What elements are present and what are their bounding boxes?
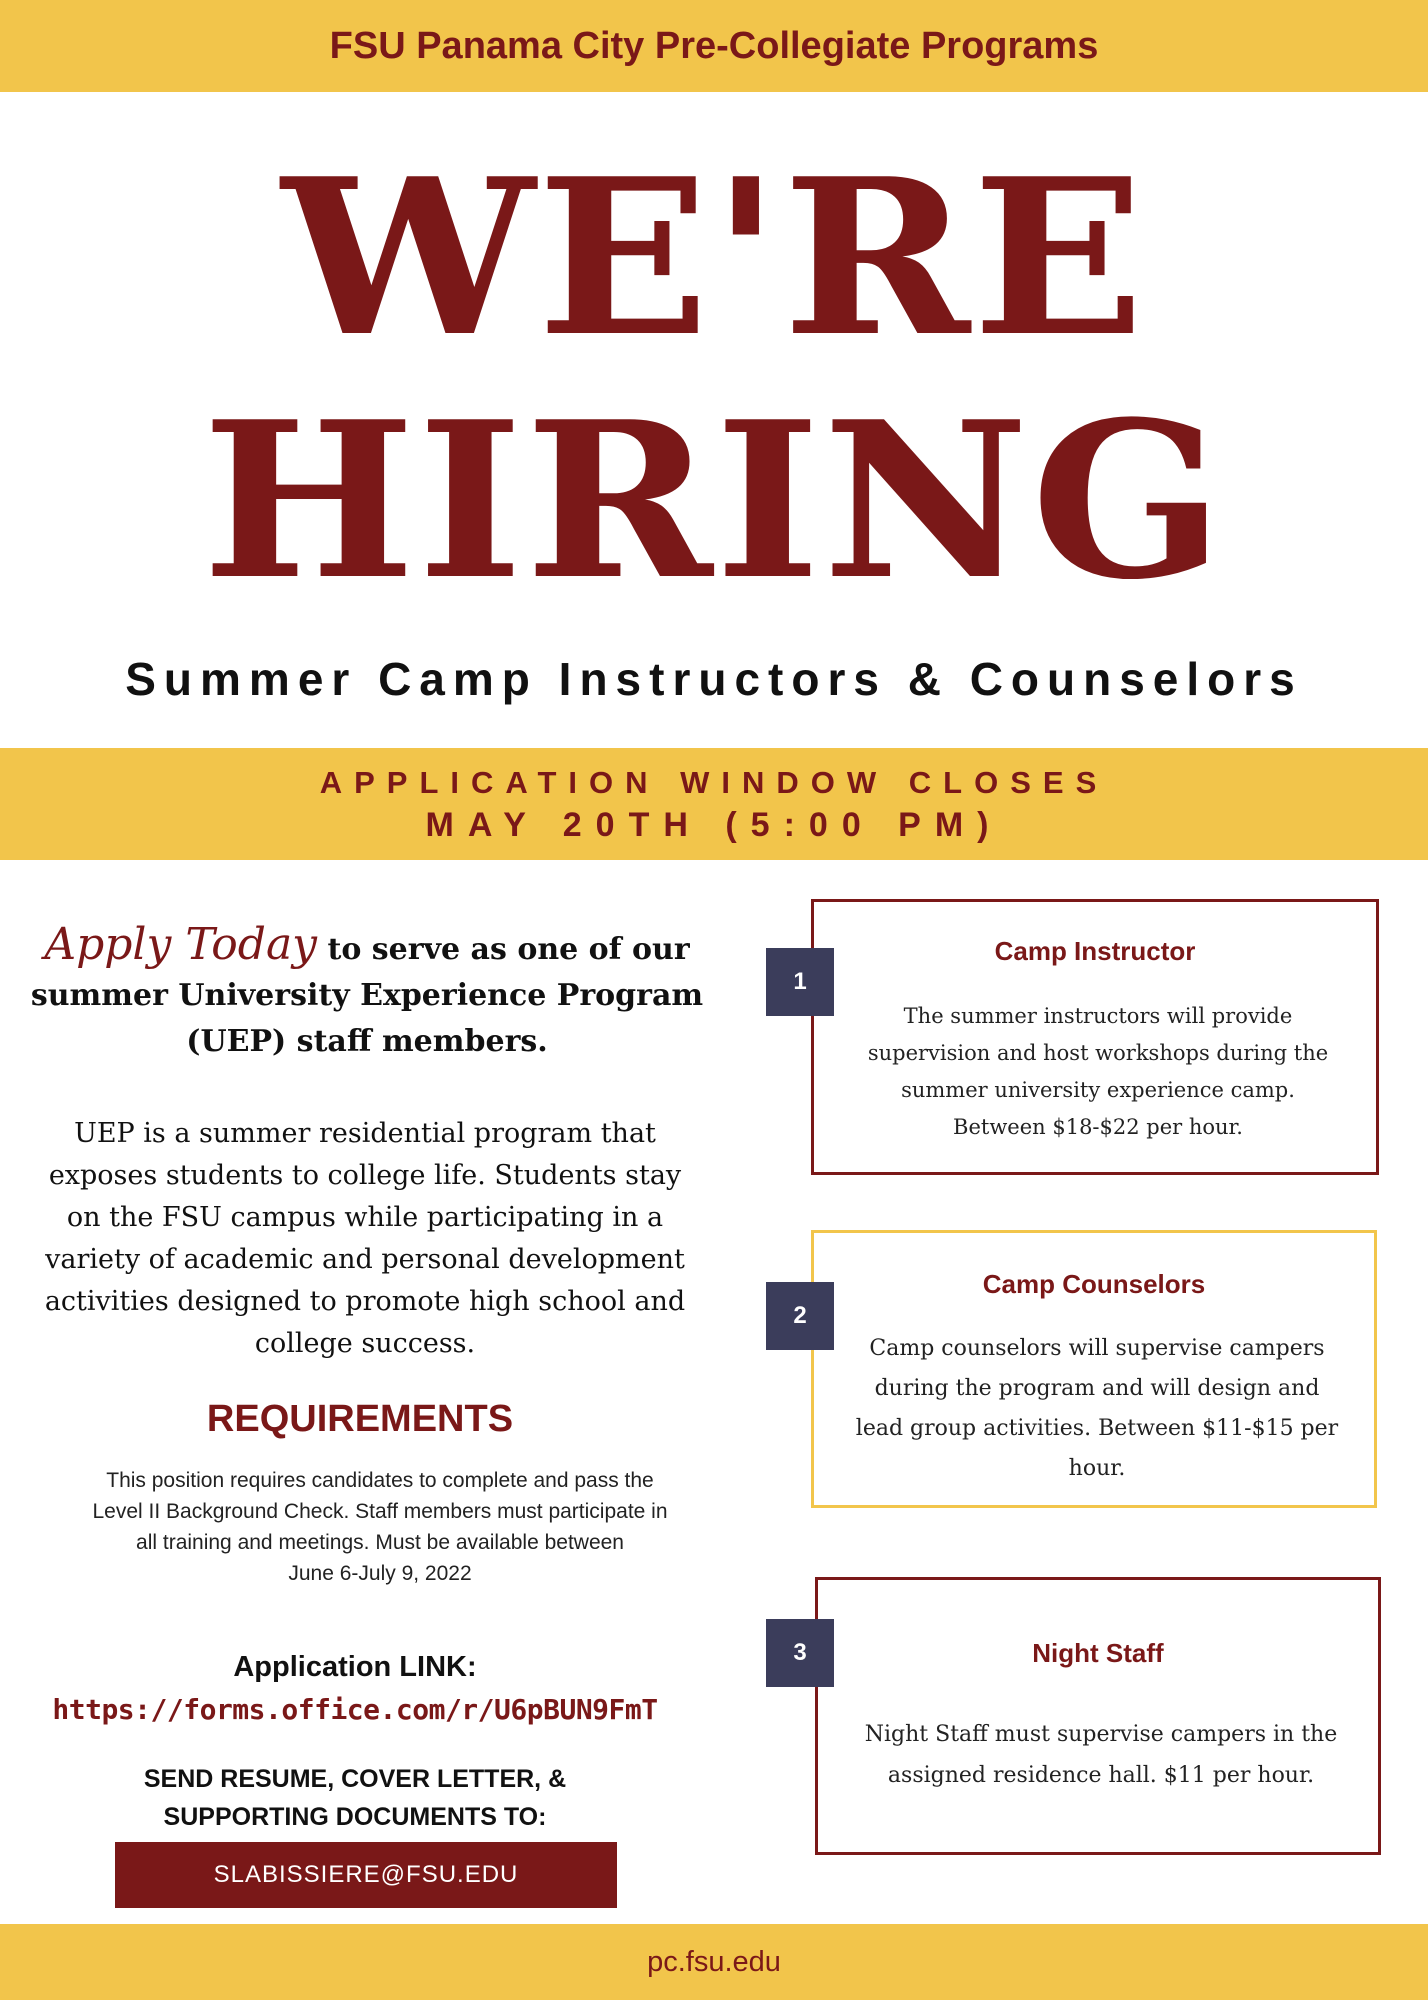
apply-today-script: Apply Today <box>44 919 318 970</box>
send-line-2: SUPPORTING DOCUMENTS TO: <box>163 1803 547 1831</box>
send-documents-label <box>40 1760 670 1836</box>
send-line-1: SEND RESUME, COVER LETTER, & <box>143 1765 567 1793</box>
requirements-body <box>90 1465 670 1589</box>
application-link[interactable]: https://forms.office.com/r/U6pBUN9FmT <box>52 1693 658 1726</box>
deadline-line-1: APPLICATION WINDOW CLOSES <box>319 765 1109 800</box>
application-link-label: Application LINK: <box>233 1651 477 1683</box>
requirements-dates: June 6-July 9, 2022 <box>288 1562 472 1585</box>
requirements-text: This position requires candidates to complete and pass the Level II Background Check. Staff members must participate in all training and meetings. Must be available between <box>92 1469 668 1554</box>
footer-url[interactable]: pc.fsu.edu <box>647 1945 781 1978</box>
position-description <box>854 998 1342 1146</box>
apply-intro <box>22 919 712 1065</box>
subtitle: Summer Camp Instructors & Counselors <box>125 653 1303 705</box>
apply-intro-part-3: (UEP) staff members. <box>186 1024 548 1059</box>
uep-description: UEP is a summer residential program that exposes students to college life. Students stay on the FSU campus while participating in a variety of academic and personal development activities designed to promote high school and college success. <box>44 1118 686 1359</box>
email-button[interactable]: SLABISSIERE@FSU.EDU <box>115 1842 617 1908</box>
footer-banner <box>0 1924 1428 2000</box>
program-name: FSU Panama City Pre-Collegiate Programs <box>329 24 1099 67</box>
position-description: Camp counselors will supervise campers during the program and will design and lead group activities. Between $11-$15 per hour. <box>855 1336 1339 1481</box>
position-number-badge: 3 <box>766 1619 834 1687</box>
position-card-instructor <box>811 899 1379 1175</box>
position-card-counselors <box>811 1230 1377 1508</box>
deadline-banner <box>0 748 1428 860</box>
position-description-text: The summer instructors will provide supervision and host workshops during the summer university experience camp. <box>867 1004 1329 1102</box>
position-pay: Between $18-$22 per hour. <box>953 1115 1243 1139</box>
apply-intro-part-1: to serve as one of our <box>327 932 690 967</box>
top-banner <box>0 0 1428 92</box>
position-number-badge: 2 <box>766 1282 834 1350</box>
requirements-heading: REQUIREMENTS <box>206 1398 514 1440</box>
apply-intro-part-2: summer University Experience Program <box>30 978 704 1013</box>
headline-line-1: WE'RE <box>281 131 1147 384</box>
headline-line-2: HIRING <box>202 374 1226 627</box>
position-title: Camp Counselors <box>982 1269 1206 1299</box>
deadline-line-2: MAY 20TH (5:00 PM) <box>425 806 1003 844</box>
position-title: Camp Instructor <box>994 936 1196 966</box>
position-number-badge: 1 <box>766 948 834 1016</box>
position-description: Night Staff must supervise campers in the assigned residence hall. $11 per hour. <box>864 1722 1338 1788</box>
position-title: Night Staff <box>1032 1638 1164 1668</box>
position-card-night-staff <box>815 1577 1381 1855</box>
